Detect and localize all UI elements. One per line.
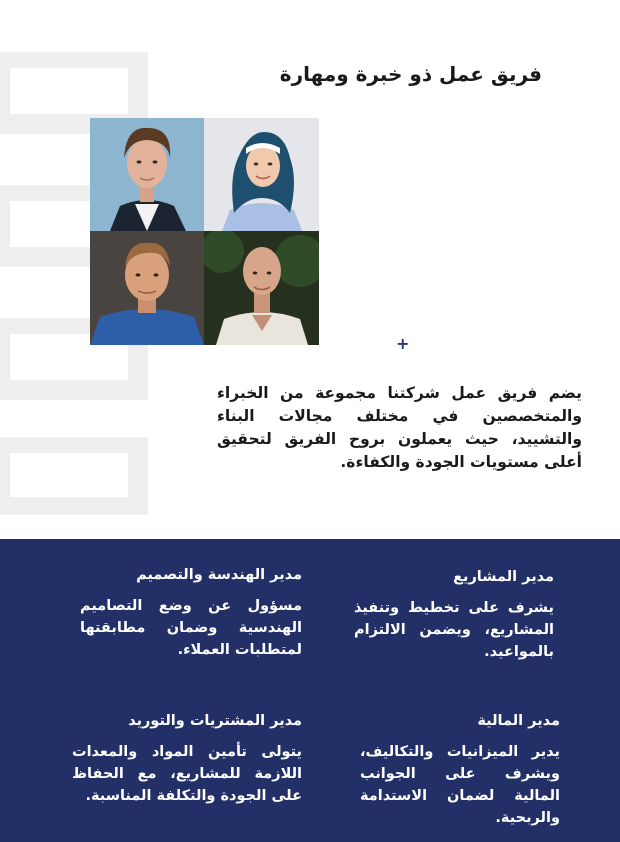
role-title: مدير الهندسة والتصميم	[136, 567, 302, 583]
role-card-procurement	[72, 713, 302, 807]
team-photo-bald-man	[204, 231, 319, 345]
role-card-projects	[354, 569, 554, 663]
role-description: يدير الميزانيات والتكاليف، ويشرف على الجوانب المالية لضمان الاستدامة والربحية.	[360, 744, 560, 826]
team-photo-man-blue-background	[90, 118, 204, 231]
role-description: يتولى تأمين المواد والمعدات اللازمة للمشاريع، مع الحفاظ على الجودة والتكلفة المناسبة.	[72, 744, 302, 804]
decor-frame-1-inner	[10, 68, 128, 114]
person-photo-icon	[204, 231, 319, 345]
person-photo-icon	[90, 118, 204, 231]
team-photo-grid	[90, 118, 319, 345]
team-photo-man-blue-shirt	[90, 231, 204, 345]
role-description: يشرف على تخطيط وتنفيذ المشاريع، ويضمن الالتزام بالمواعيد.	[354, 600, 554, 660]
plus-icon: +	[396, 334, 410, 353]
person-photo-icon	[204, 118, 319, 231]
team-intro-paragraph: يضم فريق عمل شركتنا مجموعة من الخبراء والمتخصصين في مختلف مجالات البناء والتشييد، حيث يعملون بروح الفريق لتحقيق أعلى مستويات الجودة والكفاءة.	[217, 384, 582, 471]
role-card-finance	[360, 713, 560, 829]
role-description: مسؤول عن وضع التصاميم الهندسية وضمان مطابقتها لمتطلبات العملاء.	[80, 598, 302, 658]
role-card-engineering	[80, 567, 302, 661]
role-title: مدير المشاريع	[453, 569, 554, 585]
decor-frame-4-inner	[10, 453, 128, 497]
page-title: فريق عمل ذو خبرة ومهارة	[279, 62, 542, 86]
role-title: مدير المالية	[477, 713, 560, 729]
team-photo-woman-hijab	[204, 118, 319, 231]
role-title: مدير المشتريات والتوريد	[128, 713, 302, 729]
person-photo-icon	[90, 231, 204, 345]
roles-panel	[0, 539, 620, 842]
